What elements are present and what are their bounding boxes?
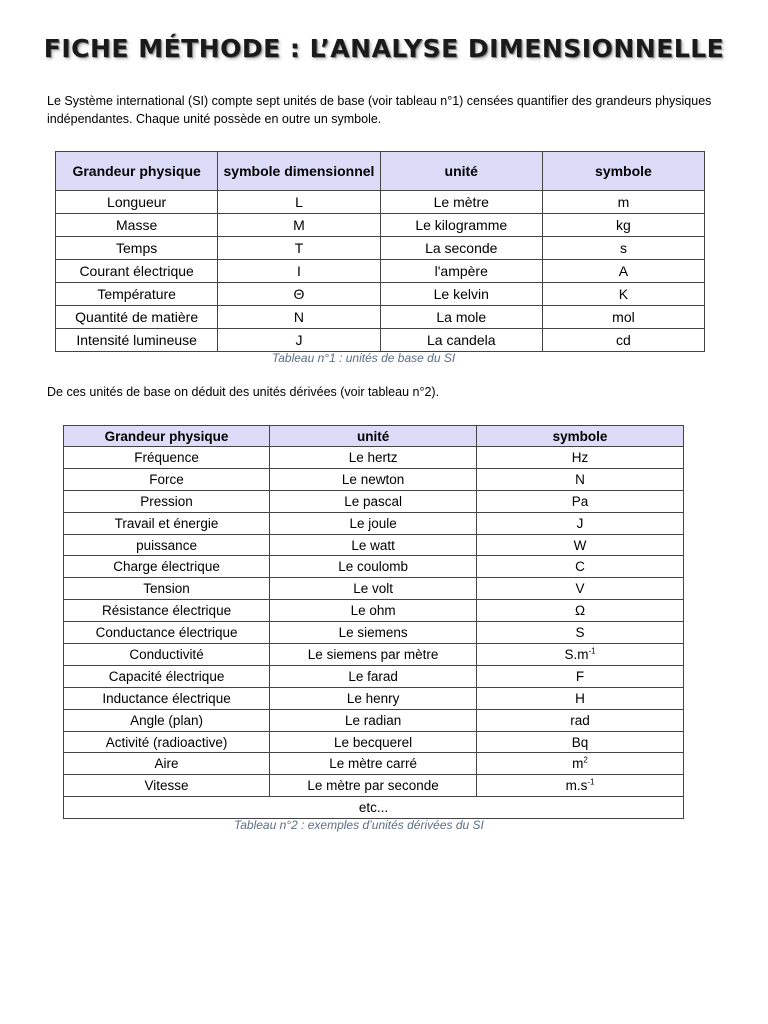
- middle-paragraph: De ces unités de base on déduit des unités dérivées (voir tableau n°2).: [47, 385, 440, 399]
- cell-grandeur: Résistance électrique: [64, 600, 270, 622]
- cell-grandeur: Inductance électrique: [64, 687, 270, 709]
- cell-symbole: S: [477, 622, 684, 644]
- cell-symbole-dim: Θ: [218, 283, 380, 306]
- etc-cell: etc...: [64, 797, 684, 819]
- cell-grandeur: Force: [64, 468, 270, 490]
- cell-unite: Le kilogramme: [380, 214, 542, 237]
- cell-symbole: F: [477, 665, 684, 687]
- symbol-base: m: [572, 756, 584, 772]
- cell-grandeur: Pression: [64, 490, 270, 512]
- cell-symbole: cd: [542, 329, 704, 352]
- cell-unite: Le joule: [270, 512, 477, 534]
- col-header-grandeur: Grandeur physique: [64, 426, 270, 447]
- intro-paragraph: Le Système international (SI) compte sept unités de base (voir tableau n°1) censées quantifier des grandeurs physiques indépendantes. Chaque unité possède en outre un symbole.: [47, 94, 712, 126]
- cell-grandeur: Aire: [64, 753, 270, 775]
- cell-unite: l'ampère: [380, 260, 542, 283]
- cell-symbole: [477, 775, 684, 797]
- cell-symbole: A: [542, 260, 704, 283]
- cell-symbole: J: [477, 512, 684, 534]
- cell-symbole: kg: [542, 214, 704, 237]
- cell-grandeur: Conductance électrique: [64, 622, 270, 644]
- cell-symbole: C: [477, 556, 684, 578]
- table-row: [64, 578, 684, 600]
- cell-symbole: N: [477, 468, 684, 490]
- cell-unite: La seconde: [380, 237, 542, 260]
- col-header-unite: unité: [380, 152, 542, 191]
- base-units-table: [55, 151, 705, 352]
- table1-caption: Tableau n°1 : unités de base du SI: [272, 351, 456, 365]
- table-row: [56, 260, 705, 283]
- col-header-grandeur: Grandeur physique: [56, 152, 218, 191]
- cell-grandeur: Tension: [64, 578, 270, 600]
- table-header-row: [56, 152, 705, 191]
- table-row: [64, 687, 684, 709]
- cell-unite: Le henry: [270, 687, 477, 709]
- cell-grandeur: Température: [56, 283, 218, 306]
- cell-symbole: V: [477, 578, 684, 600]
- table-row: [64, 644, 684, 666]
- table-row: [64, 512, 684, 534]
- table-row: [64, 534, 684, 556]
- table-row: [64, 622, 684, 644]
- cell-grandeur: Quantité de matière: [56, 306, 218, 329]
- cell-symbole: [477, 753, 684, 775]
- cell-symbole-dim: L: [218, 191, 380, 214]
- cell-grandeur: Capacité électrique: [64, 665, 270, 687]
- cell-symbole: Bq: [477, 731, 684, 753]
- cell-symbole: mol: [542, 306, 704, 329]
- col-header-unite: unité: [270, 426, 477, 447]
- cell-symbole: m: [542, 191, 704, 214]
- symbol-exponent: 2: [583, 755, 588, 765]
- table-row: [56, 306, 705, 329]
- table-row: [64, 468, 684, 490]
- table-footer-row: [64, 797, 684, 819]
- symbol-base: m.s: [565, 778, 588, 794]
- cell-unite: Le siemens: [270, 622, 477, 644]
- cell-symbole: K: [542, 283, 704, 306]
- cell-symbole: Hz: [477, 447, 684, 469]
- table-row: [56, 283, 705, 306]
- cell-unite: Le farad: [270, 665, 477, 687]
- cell-unite: Le mètre: [380, 191, 542, 214]
- cell-unite: Le kelvin: [380, 283, 542, 306]
- cell-grandeur: Vitesse: [64, 775, 270, 797]
- page-title: FICHE MÉTHODE : L’ANALYSE DIMENSIONNELLE: [43, 34, 725, 63]
- cell-grandeur: Angle (plan): [64, 709, 270, 731]
- cell-unite: Le radian: [270, 709, 477, 731]
- derived-units-table: [63, 425, 684, 819]
- cell-grandeur: Charge électrique: [64, 556, 270, 578]
- cell-unite: Le becquerel: [270, 731, 477, 753]
- cell-grandeur: Longueur: [56, 191, 218, 214]
- cell-symbole-dim: N: [218, 306, 380, 329]
- cell-unite: La candela: [380, 329, 542, 352]
- col-header-symbole-dimensionnel: symbole dimensionnel: [218, 152, 380, 191]
- table-row: [56, 214, 705, 237]
- table-row: [56, 329, 705, 352]
- table2-caption: Tableau n°2 : exemples d’unités dérivées du SI: [234, 818, 484, 832]
- symbol-base: S.m: [564, 646, 589, 662]
- table-row: [56, 191, 705, 214]
- cell-unite: Le pascal: [270, 490, 477, 512]
- cell-unite: Le hertz: [270, 447, 477, 469]
- cell-grandeur: Masse: [56, 214, 218, 237]
- cell-grandeur: Activité (radioactive): [64, 731, 270, 753]
- cell-unite: Le siemens par mètre: [270, 644, 477, 666]
- cell-symbole-dim: I: [218, 260, 380, 283]
- cell-grandeur: Fréquence: [64, 447, 270, 469]
- cell-symbole: Pa: [477, 490, 684, 512]
- table-row: [64, 600, 684, 622]
- col-header-symbole: symbole: [542, 152, 704, 191]
- table-row: [64, 447, 684, 469]
- table-row: [56, 237, 705, 260]
- cell-symbole: s: [542, 237, 704, 260]
- table-row: [64, 709, 684, 731]
- cell-unite: Le mètre carré: [270, 753, 477, 775]
- table-row: [64, 490, 684, 512]
- table-row: [64, 665, 684, 687]
- symbol-exponent: -1: [588, 646, 596, 656]
- cell-grandeur: Intensité lumineuse: [56, 329, 218, 352]
- table-row: [64, 556, 684, 578]
- symbol-exponent: -1: [587, 777, 595, 787]
- cell-grandeur: Travail et énergie: [64, 512, 270, 534]
- table-row: [64, 731, 684, 753]
- cell-unite: Le volt: [270, 578, 477, 600]
- cell-unite: La mole: [380, 306, 542, 329]
- table-row: [64, 775, 684, 797]
- cell-symbole: [477, 644, 684, 666]
- cell-unite: Le watt: [270, 534, 477, 556]
- table-row: [64, 753, 684, 775]
- cell-unite: Le newton: [270, 468, 477, 490]
- cell-symbole-dim: T: [218, 237, 380, 260]
- cell-symbole: Ω: [477, 600, 684, 622]
- cell-symbole: rad: [477, 709, 684, 731]
- cell-unite: Le coulomb: [270, 556, 477, 578]
- cell-symbole: H: [477, 687, 684, 709]
- cell-grandeur: puissance: [64, 534, 270, 556]
- cell-symbole-dim: J: [218, 329, 380, 352]
- cell-symbole: W: [477, 534, 684, 556]
- cell-grandeur: Courant électrique: [56, 260, 218, 283]
- col-header-symbole: symbole: [477, 426, 684, 447]
- cell-unite: Le ohm: [270, 600, 477, 622]
- cell-grandeur: Conductivité: [64, 644, 270, 666]
- cell-symbole-dim: M: [218, 214, 380, 237]
- table-header-row: [64, 426, 684, 447]
- cell-unite: Le mètre par seconde: [270, 775, 477, 797]
- cell-grandeur: Temps: [56, 237, 218, 260]
